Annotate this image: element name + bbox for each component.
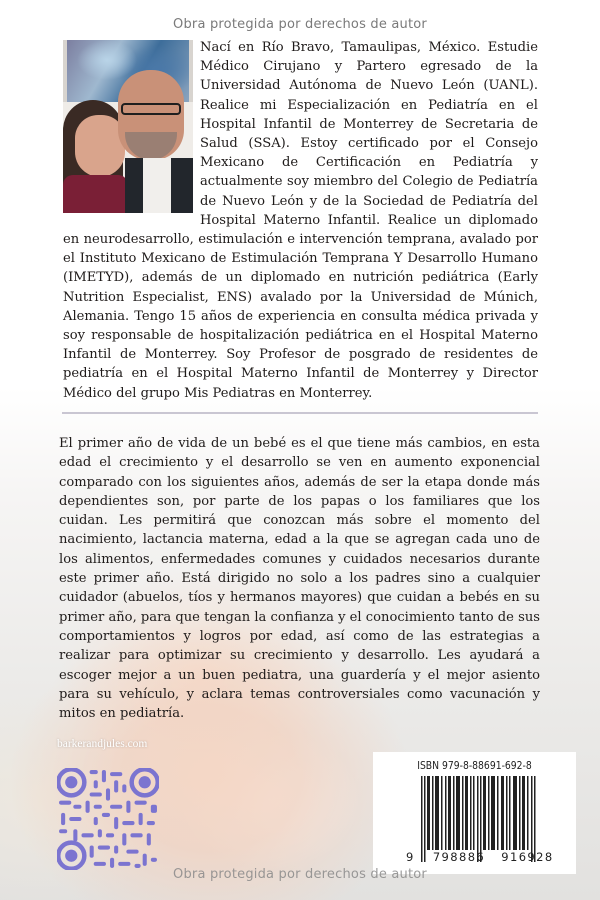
copyright-watermark-top: Obra protegida por derechos de autor (173, 17, 427, 32)
publisher-website[interactable]: barkerandjules.com (57, 738, 148, 750)
copyright-watermark-bottom: Obra protegida por derechos de autor (173, 867, 427, 882)
book-description: El primer año de vida de un bebé es el que tiene más cambios, en esta edad el crecimiento y el desarrollo se ven en aumento exponencial comparado con los siguientes años, además de ser la etapa donde más dependientes son, por parte de los papas o los familiares que los cuidan. Les permitirá que conozcan más sobre el momento del nacimiento, lactancia materna, edad a la que se agregan cada uno de los alimentos, enfermedades comunes y cuidados necesarios durante este primer año. Está dirigido no solo a los padres sino a cualquier cuidador (abuelos, tíos y hermanos mayores) que cuidan a bebés en su primer año, para que tengan la confianza y el conocimiento tanto de sus comportamientos y logros por edad, así como de las estrategias a realizar para optimizar su crecimiento y desarrollo. Les ayudará a escoger mejor a un buen pediatra, una guardería y el mejor asiento para su vehículo, y aclara temas controversiales como vacunación y mitos en pediatría. (59, 436, 540, 722)
ean-digits (406, 850, 554, 864)
ean-first-digit: 9 (406, 850, 415, 864)
ean-group-2: 916928 (501, 850, 554, 864)
ean-group-1: 798886 (432, 850, 486, 864)
qr-code-icon[interactable] (57, 768, 159, 870)
section-divider (62, 412, 538, 414)
isbn-label: ISBN 979-8-88691-692-8 (417, 760, 532, 772)
author-bio: Nací en Río Bravo, Tamaulipas, México. Estudie Médico Cirujano y Partero egresado de la Universidad Autónoma de Nuevo León (UANL). Realice mi Especialización en Pediatría en el Hospital Infantil de Monterrey de Secretaria de Salud (SSA). Estoy certificado por el Consejo Mexicano de Certificación en Pediatría y actualmente soy miembro del Colegio de Pediatría de Nuevo León y de la Sociedad de Pediatría del Hospital Materno Infantil. Realice un diplomado en neurodesarrollo, estimulación e intervención temprana, avalado por el Instituto Mexicano de Estimulación Temprana Y Desarrollo Humano (IMETYD), además de un diplomado en nutrición pediátrica (Early Nutrition Especialist, ENS) avalado por la Universidad de Múnich, Alemania. Tengo 15 años de experiencia en consulta médica privada y soy responsable de hospitalización pediátrica en el Hospital Materno Infantil de Monterrey. Soy Profesor de posgrado de residentes de pediatría en el Hospital Materno Infantil de Monterrey y Director Médico del grupo Mis Pediatras en Monterrey. (63, 40, 538, 401)
isbn-barcode (373, 752, 576, 874)
